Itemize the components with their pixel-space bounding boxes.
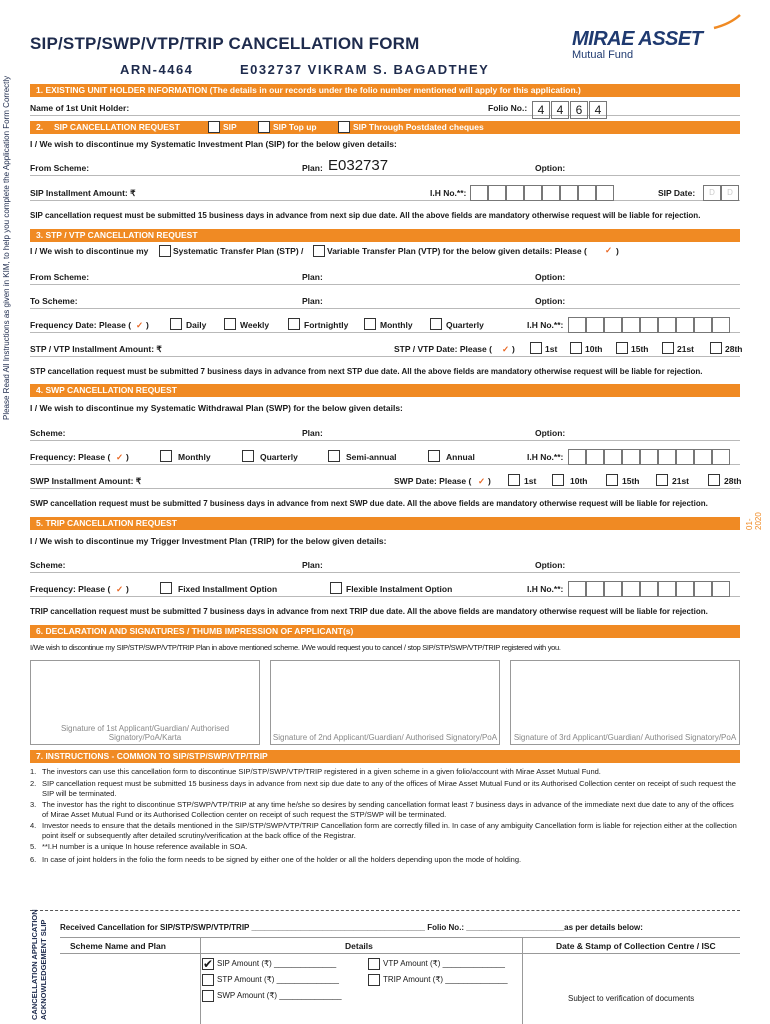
swp-installment-label: SWP Installment Amount: ₹ — [30, 476, 142, 486]
mirae-asset-logo — [572, 28, 702, 61]
instruction-text: In case of joint holders in the folio the form needs to be signed by either one of the holder or all the holders depending upon the mode of holding. — [42, 855, 522, 864]
swp-date-10-label: 10th — [570, 476, 588, 486]
stp-checkbox[interactable] — [159, 245, 171, 257]
flexible-installment-checkbox[interactable] — [330, 582, 342, 594]
swp-ih-label: I.H No.**: — [527, 452, 564, 462]
sip-topup-checkbox[interactable] — [258, 121, 270, 133]
swp-date-1-checkbox[interactable] — [508, 474, 520, 486]
sip-note: SIP cancellation request must be submitted 15 business days in advance from next sip due date. All the above fields are mandatory otherwise request will be liable for rejection. — [30, 211, 701, 220]
sip-ih-cell[interactable] — [488, 185, 506, 201]
section4-bar: 4. SWP CANCELLATION REQUEST — [30, 384, 740, 397]
weekly-label: Weekly — [240, 320, 270, 330]
stp-to-scheme-label: To Scheme: — [30, 296, 78, 306]
section1-bar: 1. EXISTING UNIT HOLDER INFORMATION (The details in our records under the folio number mentioned will apply for this application.) — [30, 84, 740, 97]
quarterly-checkbox[interactable] — [430, 318, 442, 330]
stp-intro-c: Variable Transfer Plan (VTP) for the below given details: Please ( — [327, 246, 587, 256]
stp-ih-cell[interactable] — [604, 317, 622, 333]
swp-date-close: ) — [488, 476, 491, 486]
folio-label: Folio No.: — [488, 103, 528, 113]
sip-postdated-label: SIP Through Postdated cheques — [353, 122, 484, 132]
trip-scheme-row — [30, 557, 740, 573]
sip-option-field-label: Option: — [535, 163, 566, 173]
instruction-number: 6. — [30, 855, 37, 864]
trip-ih-label: I.H No.**: — [527, 584, 564, 594]
declaration-text: I/We wish to discontinue my SIP/STP/SWP/VTP/TRIP Plan in above mentioned scheme. I/We would request you to cancel / stop SIP/STP/SWP/VTP/TRIP registered with you. — [30, 643, 561, 652]
vtp-checkbox[interactable] — [313, 245, 325, 257]
instruction-text: SIP cancellation request must be submitted 15 business days in advance from next sip due date to any of the offices of Mirae Asset Mutual Fund or its Authorised Collection center on receipt of such request the SIP will be terminated. — [42, 779, 736, 798]
stp-from-plan-label: Plan: — [302, 272, 323, 282]
stp-ih-cell[interactable] — [586, 317, 604, 333]
trip-ih-cell[interactable] — [658, 581, 676, 597]
form-version: 01-2020 — [745, 512, 763, 530]
checkmark-icon: ✓ — [116, 584, 124, 594]
trip-ih-cell[interactable] — [604, 581, 622, 597]
swp-ih-cell[interactable] — [712, 449, 730, 465]
signature-box-1[interactable] — [30, 660, 260, 745]
ack-trip-amount: TRIP Amount (₹) ______________ — [383, 975, 508, 984]
swp-ih-cell[interactable] — [586, 449, 604, 465]
signature-1-caption: Signature of 1st Applicant/Guardian/ Authorised Signatory/PoA/Karta — [60, 724, 230, 742]
stp-ih-cell[interactable] — [568, 317, 586, 333]
sip-date-day-2[interactable]: D — [721, 185, 739, 201]
trip-ih-cell[interactable] — [568, 581, 586, 597]
checkmark-icon: ✓ — [605, 245, 613, 255]
stp-date-28-checkbox[interactable] — [710, 342, 722, 354]
unit-holder-name-label: Name of 1st Unit Holder: — [30, 103, 130, 113]
stp-date-21-checkbox[interactable] — [662, 342, 674, 354]
swp-date-10-checkbox[interactable] — [552, 474, 564, 486]
sip-scheme-row — [30, 157, 740, 176]
ack-swp-amount: SWP Amount (₹) ______________ — [217, 991, 342, 1000]
sip-installment-label: SIP Installment Amount: ₹ — [30, 188, 136, 198]
trip-ih-cell[interactable] — [694, 581, 712, 597]
swp-quarterly-label: Quarterly — [260, 452, 298, 462]
stp-from-option-label: Option: — [535, 272, 566, 282]
ack-stp-amount: STP Amount (₹) ______________ — [217, 975, 339, 984]
instruction-item — [30, 821, 742, 841]
sip-postdated-checkbox[interactable] — [338, 121, 350, 133]
swp-date-21-label: 21st — [672, 476, 690, 486]
sip-ih-cell[interactable] — [596, 185, 614, 201]
swp-scheme-row — [30, 425, 740, 441]
folio-digit-2[interactable]: 4 — [551, 101, 569, 119]
ack-side-label — [30, 909, 48, 1020]
stp-to-row — [30, 293, 740, 309]
swp-amount-row — [30, 473, 740, 489]
ack-column-divider — [522, 937, 523, 1024]
fortnightly-checkbox[interactable] — [288, 318, 300, 330]
swp-ih-cell[interactable] — [694, 449, 712, 465]
ack-vtp-amount: VTP Amount (₹) ______________ — [383, 959, 505, 968]
stp-frequency-label: Frequency Date: Please ( — [30, 320, 132, 330]
instruction-text: The investors can use this cancellation form to discontinue SIP/STP/SWP/VTP/TRIP registered in a given scheme in a given folio/account with Mirae Asset Mutual Fund. — [42, 767, 601, 776]
stp-ih-cell[interactable] — [676, 317, 694, 333]
stp-ih-label: I.H No.**: — [527, 320, 564, 330]
section5-bar: 5. TRIP CANCELLATION REQUEST — [30, 517, 740, 530]
section2-number: 2. — [36, 122, 44, 132]
stp-date-28-label: 28th — [725, 344, 743, 354]
sip-date-label: SIP Date: — [658, 188, 696, 198]
arn-holder-name: E032737 VIKRAM S. BAGADTHEY — [240, 62, 490, 77]
ack-col-details: Details — [345, 941, 373, 951]
logo-text: MIRAE ASSET — [572, 28, 703, 50]
ack-divider — [60, 937, 740, 938]
stp-date-label: STP / VTP Date: Please ( — [394, 344, 492, 354]
stp-date-15-checkbox[interactable] — [616, 342, 628, 354]
daily-checkbox[interactable] — [170, 318, 182, 330]
signature-box-2[interactable] — [270, 660, 500, 745]
swp-monthly-checkbox[interactable] — [160, 450, 172, 462]
stp-amount-row — [30, 341, 743, 357]
trip-scheme-label: Scheme: — [30, 560, 66, 570]
instruction-text: The investor has the right to discontinue STP/SWP/VTP/TRIP at any time he/she so desires by sending cancellation format least 7 business days in advance of the immediate next due date to any of the offices of Mirae Asset Mutual Fund or its Authorised Collection center on receipt of such request the STP/SWP will be terminated. — [42, 800, 734, 819]
stp-ih-cell[interactable] — [640, 317, 658, 333]
stp-ih-cell[interactable] — [712, 317, 730, 333]
section2-bar — [30, 121, 740, 134]
swp-semiannual-label: Semi-annual — [346, 452, 397, 462]
sip-option-label: SIP — [223, 122, 237, 132]
trip-ih-cell[interactable] — [622, 581, 640, 597]
signature-box-3[interactable] — [510, 660, 740, 745]
folio-digit-4[interactable]: 4 — [589, 101, 607, 119]
swp-date-28-checkbox[interactable] — [708, 474, 720, 486]
instruction-number: 4. — [30, 821, 37, 830]
instruction-number: 5. — [30, 842, 37, 851]
stp-date-1-label: 1st — [545, 344, 558, 354]
trip-ih-cell[interactable] — [712, 581, 730, 597]
ack-vtp-checkbox[interactable] — [368, 958, 380, 970]
sip-ih-label: I.H No.**: — [430, 188, 467, 198]
swp-date-21-checkbox[interactable] — [656, 474, 668, 486]
trip-frequency-close: ) — [126, 584, 129, 594]
stp-date-21-label: 21st — [677, 344, 695, 354]
flexible-installment-label: Flexible Instalment Option — [346, 584, 453, 594]
folio-digit-1[interactable]: 4 — [532, 101, 550, 119]
stp-intro-a: I / We wish to discontinue my — [30, 246, 149, 256]
form-title: SIP/STP/SWP/VTP/TRIP CANCELLATION FORM — [30, 34, 420, 53]
instruction-number: 2. — [30, 779, 37, 788]
sip-date-day-1[interactable]: D — [703, 185, 721, 201]
stp-from-scheme-label: From Scheme: — [30, 272, 90, 282]
section3-bar: 3. STP / VTP CANCELLATION REQUEST — [30, 229, 740, 242]
swp-note: SWP cancellation request must be submitted 7 business days in advance from next SWP due date. All the above fields are mandatory otherwise request will be liable for rejection. — [30, 499, 708, 508]
signature-3-caption: Signature of 3rd Applicant/Guardian/ Authorised Signatory/PoA — [513, 733, 737, 742]
ack-sip-amount: SIP Amount (₹) ______________ — [217, 959, 337, 968]
swp-ih-cell[interactable] — [676, 449, 694, 465]
stp-note: STP cancellation request must be submitted 7 business days in advance from next STP due date. All the above fields are mandatory otherwise request will be liable for rejection. — [30, 367, 703, 376]
stp-intro-b: Systematic Transfer Plan (STP) / — [173, 246, 304, 256]
ack-subject-note: Subject to verification of documents — [568, 994, 695, 1003]
sip-plan-value[interactable]: E032737 — [328, 157, 389, 174]
trip-ih-cell[interactable] — [586, 581, 604, 597]
section7-bar: 7. INSTRUCTIONS - COMMON TO SIP/STP/SWP/VTP/TRIP — [30, 750, 740, 763]
monthly-label: Monthly — [380, 320, 413, 330]
signature-2-caption: Signature of 2nd Applicant/Guardian/ Authorised Signatory/PoA — [272, 733, 498, 742]
ack-col-stamp: Date & Stamp of Collection Centre / ISC — [556, 941, 716, 951]
ack-column-divider — [200, 937, 201, 1024]
sip-checkbox[interactable] — [208, 121, 220, 133]
stp-intro-d: ) — [616, 246, 619, 256]
swp-ih-cell[interactable] — [658, 449, 676, 465]
swp-date-1-label: 1st — [524, 476, 537, 486]
ack-trip-checkbox[interactable] — [368, 974, 380, 986]
stp-ih-cell[interactable] — [622, 317, 640, 333]
instruction-number: 3. — [30, 800, 37, 809]
swp-ih-cell[interactable] — [622, 449, 640, 465]
sip-ih-cell[interactable] — [524, 185, 542, 201]
swp-annual-label: Annual — [446, 452, 475, 462]
quarterly-label: Quarterly — [446, 320, 484, 330]
stp-date-1-checkbox[interactable] — [530, 342, 542, 354]
instruction-item — [30, 779, 742, 799]
sip-topup-label: SIP Top up — [273, 122, 317, 132]
trip-option-label: Option: — [535, 560, 566, 570]
sip-ih-cell[interactable] — [506, 185, 524, 201]
ack-col-scheme: Scheme Name and Plan — [70, 941, 166, 951]
trip-intro: I / We wish to discontinue my Trigger Investment Plan (TRIP) for the below given details: — [30, 536, 387, 546]
arn-code: ARN-4464 — [120, 62, 194, 77]
ack-stp-checkbox[interactable] — [202, 974, 214, 986]
sip-ih-cell[interactable] — [560, 185, 578, 201]
fortnightly-label: Fortnightly — [304, 320, 349, 330]
sip-ih-cell[interactable] — [542, 185, 560, 201]
checkmark-icon: ✓ — [502, 344, 510, 354]
section6-bar: 6. DECLARATION AND SIGNATURES / THUMB IMPRESSION OF APPLICANT(s) — [30, 625, 740, 638]
monthly-checkbox[interactable] — [364, 318, 376, 330]
daily-label: Daily — [186, 320, 207, 330]
ack-swp-checkbox[interactable] — [202, 990, 214, 1002]
swp-ih-cell[interactable] — [568, 449, 586, 465]
swp-option-label: Option: — [535, 428, 566, 438]
folio-digit-3[interactable]: 6 — [570, 101, 588, 119]
swp-ih-cell[interactable] — [640, 449, 658, 465]
swp-annual-checkbox[interactable] — [428, 450, 440, 462]
ack-side-line-1: CANCELLATION APPLICATION — [30, 909, 39, 1020]
sip-ih-cell[interactable] — [470, 185, 488, 201]
ack-divider — [60, 953, 740, 954]
stp-date-10-checkbox[interactable] — [570, 342, 582, 354]
stp-to-plan-label: Plan: — [302, 296, 323, 306]
swp-semiannual-checkbox[interactable] — [328, 450, 340, 462]
fixed-installment-label: Fixed Installment Option — [178, 584, 278, 594]
section2-title: SIP CANCELLATION REQUEST — [54, 122, 180, 132]
swp-frequency-label: Frequency: Please ( — [30, 452, 111, 462]
sip-intro: I / We wish to discontinue my Systematic Investment Plan (SIP) for the below given details: — [30, 139, 397, 149]
swp-frequency-close: ) — [126, 452, 129, 462]
checkmark-icon: ✓ — [478, 476, 486, 486]
instruction-item — [30, 800, 742, 820]
swp-date-label: SWP Date: Please ( — [394, 476, 472, 486]
ack-sip-checkbox[interactable]: ✔ — [203, 957, 214, 971]
swp-intro: I / We wish to discontinue my Systematic Withdrawal Plan (SWP) for the below given details: — [30, 403, 403, 413]
stp-ih-cell[interactable] — [658, 317, 676, 333]
trip-plan-label: Plan: — [302, 560, 323, 570]
trip-note: TRIP cancellation request must be submitted 7 business days in advance from next TRIP due date. All the above fields are mandatory otherwise request will be liable for rejection. — [30, 607, 708, 616]
instruction-item — [30, 767, 742, 777]
stp-from-row — [30, 269, 740, 285]
checkmark-icon: ✓ — [116, 452, 124, 462]
trip-ih-cell[interactable] — [676, 581, 694, 597]
ack-received-line: Received Cancellation for SIP/STP/SWP/VTP/TRIP _______________________________________ Folio No.: ______________________as per details below: — [60, 923, 643, 932]
sip-ih-cell[interactable] — [578, 185, 596, 201]
stp-date-15-label: 15th — [631, 344, 649, 354]
instruction-item — [30, 842, 742, 852]
checkmark-icon: ✓ — [136, 320, 144, 330]
swp-plan-label: Plan: — [302, 428, 323, 438]
stp-frequency-close: ) — [146, 320, 149, 330]
stp-date-close: ) — [512, 344, 515, 354]
instruction-number: 1. — [30, 767, 37, 776]
swp-date-15-label: 15th — [622, 476, 640, 486]
logo-subtext: Mutual Fund — [572, 49, 634, 61]
fixed-installment-checkbox[interactable] — [160, 582, 172, 594]
stp-to-option-label: Option: — [535, 296, 566, 306]
swp-ih-cell[interactable] — [604, 449, 622, 465]
instruction-text: Investor needs to ensure that the details mentioned in the SIP/STP/SWP/VTP/TRIP Cancellation form are correctly filled in. In case of any ambiguity Cancellation form is liable for rejection either at the collection point itself or subsequently after detailed scrutiny/verification at the back office of the Registrar. — [42, 821, 737, 840]
sip-plan-label: Plan: — [302, 163, 323, 173]
side-instruction-note: Please Read All Instructions as given in KIM, to help you complete the Application Form Correctly — [2, 75, 11, 420]
unit-holder-row — [30, 100, 740, 116]
stp-ih-cell[interactable] — [694, 317, 712, 333]
stp-installment-label: STP / VTP Installment Amount: ₹ — [30, 344, 162, 354]
ack-side-line-2: ACKNOWLEDGEMENT SLIP — [39, 919, 48, 1020]
instruction-item — [30, 855, 742, 865]
swp-quarterly-checkbox[interactable] — [242, 450, 254, 462]
instruction-text: **I.H number is a unique In house reference available in SOA. — [42, 842, 248, 851]
swp-monthly-label: Monthly — [178, 452, 211, 462]
sip-from-scheme-label: From Scheme: — [30, 163, 90, 173]
swp-date-15-checkbox[interactable] — [606, 474, 618, 486]
sip-amount-row — [30, 185, 740, 201]
trip-ih-cell[interactable] — [640, 581, 658, 597]
swp-scheme-label: Scheme: — [30, 428, 66, 438]
stp-date-10-label: 10th — [585, 344, 603, 354]
swp-date-28-label: 28th — [724, 476, 742, 486]
logo-swoosh-icon — [712, 14, 742, 30]
tear-line — [30, 910, 740, 911]
weekly-checkbox[interactable] — [224, 318, 236, 330]
trip-frequency-label: Frequency: Please ( — [30, 584, 111, 594]
